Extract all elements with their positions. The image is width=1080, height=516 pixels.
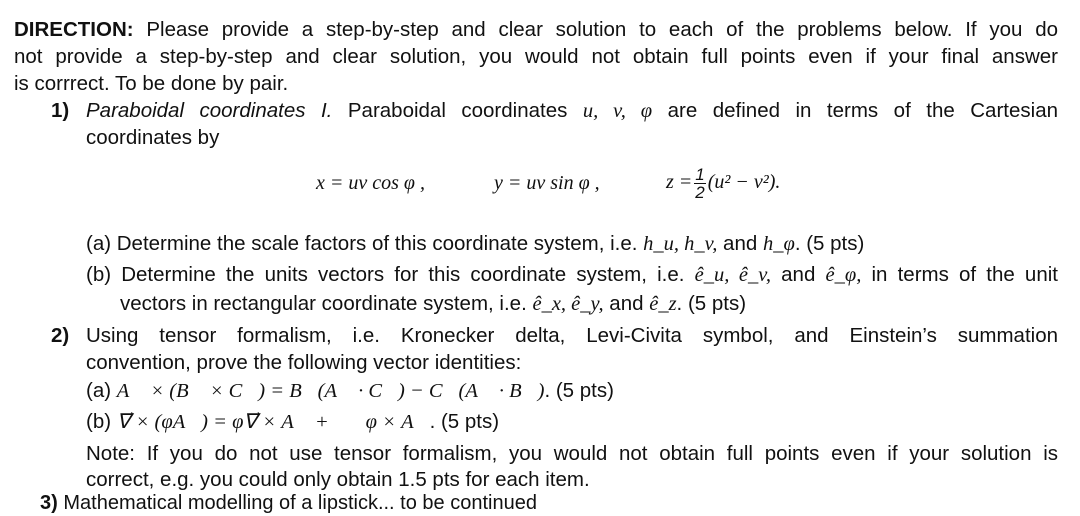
equation-y: y = uv sin φ , xyxy=(494,172,600,194)
problem-2-line-1: Using tensor formalism, i.e. Kronecker delta, Levi-Civita symbol, and Einstein’s summation xyxy=(86,324,1058,347)
problem-2-line-2: convention, prove the following vector identities: xyxy=(86,351,522,374)
fraction-one-half: $\frac{1}{2}$ xyxy=(695,164,705,202)
direction-line-3: is corrrect. To be done by pair. xyxy=(14,72,289,95)
direction-line-2: not provide a step-by-step and clear solution, you would not obtain full points even if your final answer xyxy=(14,45,1058,68)
direction-line-1: DIRECTION: Please provide a step-by-step and clear solution to each of the problems below. If you do xyxy=(14,18,1058,41)
problem-2-note-line-2: correct, e.g. you could only obtain 1.5 pts for each item. xyxy=(86,468,590,491)
direction-label: DIRECTION: xyxy=(14,18,134,41)
problem-1-intro-line-2: coordinates by xyxy=(86,126,220,149)
problem-1-number: 1) xyxy=(51,99,70,122)
problem-1-variables: u, v, φ xyxy=(582,100,653,122)
identity-b: ∇⃗ × (φA⃗) = φ∇⃗ × A⃗ + ∇⃗φ × A⃗ xyxy=(116,411,430,433)
problem-2-part-b: (b) ∇⃗ × (φA⃗) = φ∇⃗ × A⃗ + ∇⃗φ × A⃗. (5 pts) xyxy=(86,410,500,433)
problem-3-cutoff: 3) Mathematical modelling of a lipstick... to be continued xyxy=(40,492,537,514)
problem-2-number: 2) xyxy=(51,324,70,347)
equation-z: z = $\frac{1}{2}$ (u² − v²). xyxy=(666,164,781,202)
problem-1-part-a: (a) Determine the scale factors of this coordinate system, i.e. h_u, h_v, and h_φ. (5 pts) xyxy=(86,232,865,255)
equation-x: x = uv cos φ , xyxy=(316,172,425,194)
problem-2-note-line-1: Note: If you do not use tensor formalism, you would not obtain full points even if your solution is xyxy=(86,442,1058,465)
identity-a: A⃗ × (B⃗ × C⃗) = B⃗(A⃗ · C⃗) − C⃗(A⃗ · B⃗) xyxy=(116,380,545,402)
problem-1-title: Paraboidal coordinates I. xyxy=(86,99,333,122)
problem-1-intro: Paraboidal coordinates I. Paraboidal coordinates u, v, φ are defined in terms of the Cartesian xyxy=(86,99,1058,122)
problem-1-part-b-line-2: vectors in rectangular coordinate system, i.e. ê_x, ê_y, and ê_z. (5 pts) xyxy=(120,292,747,315)
problem-2-part-a: (a) A⃗ × (B⃗ × C⃗) = B⃗(A⃗ · C⃗) − C⃗(A⃗ · B⃗). (5 pts) xyxy=(86,379,614,402)
problem-1-part-b-line-1: (b) Determine the units vectors for this coordinate system, i.e. ê_u, ê_v, and ê_φ, in terms of the unit xyxy=(86,263,1058,286)
